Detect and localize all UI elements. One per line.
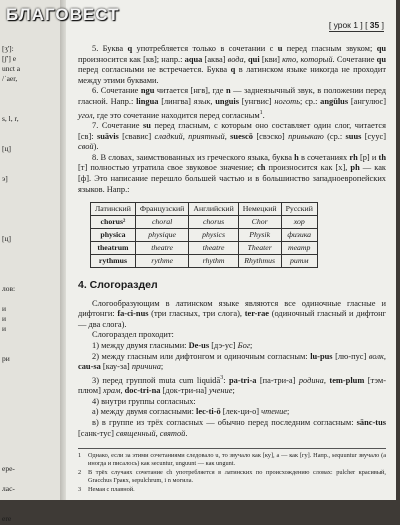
syllable-rule-4a <box>78 407 386 418</box>
latin-term: ter-rae <box>244 309 270 319</box>
latin-term: qu <box>376 44 387 53</box>
latin-term: q <box>127 44 133 53</box>
text-run: 1) между двумя гласными: <box>92 341 189 351</box>
text-run: 8. В словах, заимствованных из греческого языка, буква <box>92 152 295 162</box>
footnote-number: 2 <box>78 469 82 476</box>
latin-term: qu <box>376 54 386 64</box>
text-run: [кау-за] <box>100 362 132 372</box>
latin-term: lec-ti-ō <box>196 407 221 417</box>
footnotes <box>78 448 386 495</box>
text-run: [дэ-ус] <box>209 341 238 351</box>
latin-term: n <box>226 86 231 96</box>
translation: волк <box>368 351 384 361</box>
table-row <box>91 216 318 229</box>
table-cell: theatre <box>135 242 188 255</box>
text-run: в) в группе из трёх согласных — обычно перед последним согласным: <box>92 418 357 428</box>
table-cell: rhythm <box>189 255 238 268</box>
translation: родина <box>298 375 324 385</box>
table-cell: Chor <box>238 216 281 229</box>
text-run: [лек-ци-о] <box>220 407 262 417</box>
latin-term: h <box>294 152 299 162</box>
latin-term: doc-tri-na <box>124 386 161 396</box>
left-page-fragment: и <box>2 324 7 333</box>
text-run: [па-три-а] <box>256 375 299 385</box>
watermark: БЛАГОВЕСТ <box>6 5 120 24</box>
text-run: [лингва] <box>158 96 194 106</box>
text-run: а) между двумя согласными: <box>92 407 197 417</box>
text-run: [т] полностью утратила свое звуковое значение; <box>78 163 258 173</box>
text-run: 6. Сочетание <box>92 86 141 96</box>
text-run: [ангулюс] <box>348 96 387 106</box>
text-run: . <box>262 110 265 120</box>
translation: привыкаю <box>288 131 324 141</box>
table-cell: Rhythmus <box>238 255 281 268</box>
left-page-fragment: s, l, r, <box>2 114 19 123</box>
text-run: , <box>120 386 125 396</box>
text-run: , <box>383 351 386 361</box>
text-run: ; ср.: <box>300 96 321 106</box>
latin-term: aqua <box>184 54 203 64</box>
latin-term: u <box>277 44 283 53</box>
latin-term: angūlus <box>320 96 349 106</box>
translation: сладкий, приятный <box>154 131 225 141</box>
translation: храм <box>103 386 121 396</box>
table-cell: chorus² <box>91 216 136 229</box>
left-page-fragment: /ˈaer, <box>2 74 18 83</box>
table-header-cell: Латинский <box>91 203 136 216</box>
footnote-text: Однако, если за этими сочетаниями следовало u, то звучало как [ку], a — как [гу]. Напр., sequuntur звучало (а иногда и писалось) как secuntur, unguunt — как ungunt. <box>88 452 386 467</box>
text-run: 2) между гласным или дифтонгом и одиночным согласным: <box>92 351 311 361</box>
latin-term: ch <box>257 163 266 173</box>
text-run: ; <box>250 341 253 351</box>
translation: язык <box>193 96 211 106</box>
syllable-rule-1 <box>78 341 386 352</box>
footnote-number: 3 <box>78 486 82 493</box>
footnote-text: Немая с плавной. <box>88 486 135 493</box>
text-run: читается [нгв], где <box>154 86 226 96</box>
latin-term: tem-plum <box>329 375 365 385</box>
latin-term: pa-tri-a <box>228 375 257 385</box>
left-page-fragment: [ц] <box>2 144 12 153</box>
text-run: 7. Сочетание <box>92 120 144 130</box>
text-run: [лю-пус] <box>332 351 369 361</box>
table-cell: choral <box>135 216 188 229</box>
text-run: ). <box>93 142 99 152</box>
latin-term: suus <box>345 131 362 141</box>
table-cell: Theater <box>238 242 281 255</box>
text-run: употребляется только в сочетании с <box>132 44 278 53</box>
syllable-intro <box>78 299 386 331</box>
footnote <box>78 452 386 468</box>
text-run: [р] и <box>357 152 379 162</box>
table-cell: физика <box>281 229 317 242</box>
syllable-rule-4b <box>78 418 386 439</box>
latin-term: fa-ci-nus <box>117 309 149 319</box>
table-cell: театр <box>281 242 317 255</box>
text-run: в сочетаниях <box>298 152 350 162</box>
text-run: перед гласным, с которым оно составляет один слог, читается [св]: <box>78 120 386 141</box>
translation: священный, святой <box>116 428 186 438</box>
page-body <box>78 44 386 439</box>
text-run: произносится как [кв]; напр.: <box>78 54 185 64</box>
running-header: [ урок 1 ] [ 35 ] <box>328 20 384 30</box>
translation: учение <box>208 386 233 396</box>
text-run: [кви] <box>259 54 283 64</box>
lesson-label: урок 1 <box>333 20 358 30</box>
text-run: перед согласными не встречается. Буква <box>78 65 231 75</box>
table-cell: chorus <box>189 216 238 229</box>
footnote <box>78 486 386 494</box>
translation: кто, который <box>282 54 333 64</box>
text-run: [санк-тус] <box>78 428 117 438</box>
left-page-fragment: и <box>2 314 7 323</box>
latin-term: De-us <box>188 341 210 351</box>
text-run: [док-три-на] <box>160 386 209 396</box>
text-run: . <box>185 428 188 438</box>
table-header-cell: Английский <box>189 203 238 216</box>
syllable-rule-2 <box>78 352 386 373</box>
table-row <box>91 255 318 268</box>
footnote-text: В трёх случаях сочетание ch употребляется в латинских по происхождению словах: pulcher красивый, Gracchus Гракх, sepulchrum, i n могила. <box>88 469 386 484</box>
latin-term: su <box>143 120 151 130</box>
text-run: , <box>224 131 231 141</box>
translation: угол <box>78 110 93 120</box>
text-run: произносится как [х], <box>265 163 351 173</box>
text-run: [аква] <box>202 54 228 64</box>
text-run: [суус] <box>361 131 387 141</box>
table-cell: theatre <box>189 242 238 255</box>
text-run: 3) перед группой muta cum liquidā <box>92 375 221 385</box>
left-page-fragment: [ʃ'] e <box>2 54 17 63</box>
table-cell: Physik <box>238 229 281 242</box>
left-page-fragment: [ц] <box>2 234 12 243</box>
text-run: в латинском языке никогда не проходит между этими буквами. <box>78 65 386 85</box>
text-run: ; <box>287 407 290 417</box>
table-header-cell: Русский <box>281 203 317 216</box>
footnote-number: 1 <box>78 452 82 459</box>
text-run: [тэм-плюм] <box>78 375 387 396</box>
table-cell: ритм <box>281 255 317 268</box>
footnote <box>78 469 386 485</box>
translation: свой <box>78 142 94 152</box>
text-run: : <box>223 375 229 385</box>
syllable-heading: Слогораздел проходит: <box>92 330 174 340</box>
text-run: . Сочетание <box>332 54 377 64</box>
table-cell: rythmus <box>91 255 136 268</box>
table-cell: хор <box>281 216 317 229</box>
left-page-fragment: ере- <box>2 464 15 473</box>
text-run: перед гласным звуком; <box>282 44 377 53</box>
left-page-fragment: ри <box>2 354 10 363</box>
table-cell: physics <box>189 229 238 242</box>
paragraph-7 <box>78 121 386 153</box>
translation: вода <box>227 54 244 64</box>
latin-term: rh <box>349 152 358 162</box>
left-page-fragment: unct a <box>2 64 21 73</box>
paragraph-5 <box>78 44 386 86</box>
latin-term: lu-pus <box>310 351 333 361</box>
latin-term: suescō <box>230 131 253 141</box>
latin-term: unguis <box>215 96 240 106</box>
footnote-ref: 1 <box>259 109 263 116</box>
latin-term: ph <box>350 163 360 173</box>
left-page-fragment: ere <box>2 514 12 523</box>
footnote-ref: 3 <box>220 374 224 381</box>
table-header-cell: Немецкий <box>238 203 281 216</box>
language-comparison-table <box>90 202 318 268</box>
left-page-fragment: и <box>2 304 7 313</box>
translation: чтение <box>261 407 287 417</box>
text-run: , <box>243 54 248 64</box>
table-cell: physique <box>135 229 188 242</box>
text-run: — заднеязычный звук, в положении перед гласной. Напр.: <box>78 86 386 106</box>
latin-term: ngu <box>140 86 155 96</box>
text-run: (одиночный гласный и дифтонг — два слога). <box>78 309 386 329</box>
book-page <box>66 0 396 500</box>
translation: Бог <box>237 341 251 351</box>
text-run: ; <box>232 386 235 396</box>
syllable-rule-4: 4) внутри группы согласных: <box>92 396 196 406</box>
table-cell: rythme <box>135 255 188 268</box>
left-page-fragment: лас- <box>2 484 15 493</box>
text-run: — как [ф]. Это написание перешло большей частью и в большинство западноевропейских языков. Напр.: <box>78 163 386 194</box>
text-run: [свэско] <box>252 131 289 141</box>
left-page-fragment: э] <box>2 174 8 183</box>
left-page-fragment: лов: <box>2 284 16 293</box>
section-title: 4. Слогораздел <box>78 279 158 292</box>
text-run: [свавис] <box>118 131 155 141</box>
latin-term: sānc-tus <box>356 418 386 428</box>
text-run: , где это сочетание находится перед согласным <box>92 110 260 120</box>
translation: причина <box>131 362 161 372</box>
text-run: 5. Буква <box>92 44 128 53</box>
previous-page-edge <box>0 0 60 523</box>
table-header-cell: Французский <box>135 203 188 216</box>
paragraph-8 <box>78 153 386 195</box>
text-run: (три гласных, три слога), <box>148 309 245 319</box>
latin-term: th <box>378 152 386 162</box>
text-run: (ср.: <box>323 131 346 141</box>
table-cell: physica <box>91 229 136 242</box>
latin-term: q <box>230 65 236 75</box>
table-row <box>91 242 318 255</box>
left-page-fragment: [ʒ']: <box>2 44 14 53</box>
page-number: 35 <box>369 20 380 30</box>
paragraph-6 <box>78 86 386 121</box>
table-cell: theatrum <box>91 242 136 255</box>
latin-term: suāvis <box>96 131 119 141</box>
text-run: , <box>210 96 216 106</box>
syllable-rule-3 <box>78 373 386 397</box>
latin-term: lingua <box>136 96 159 106</box>
table-row <box>91 229 318 242</box>
text-run: Слогообразующим в латинском языке являются все одиночные гласные и дифтонги: <box>78 298 386 319</box>
text-run: ; <box>160 362 164 372</box>
text-run: [унгвис] <box>239 96 275 106</box>
latin-term: cau-sa <box>78 362 101 372</box>
latin-term: qui <box>248 54 260 64</box>
translation: ноготь <box>274 96 301 106</box>
text-run: , <box>323 375 330 385</box>
